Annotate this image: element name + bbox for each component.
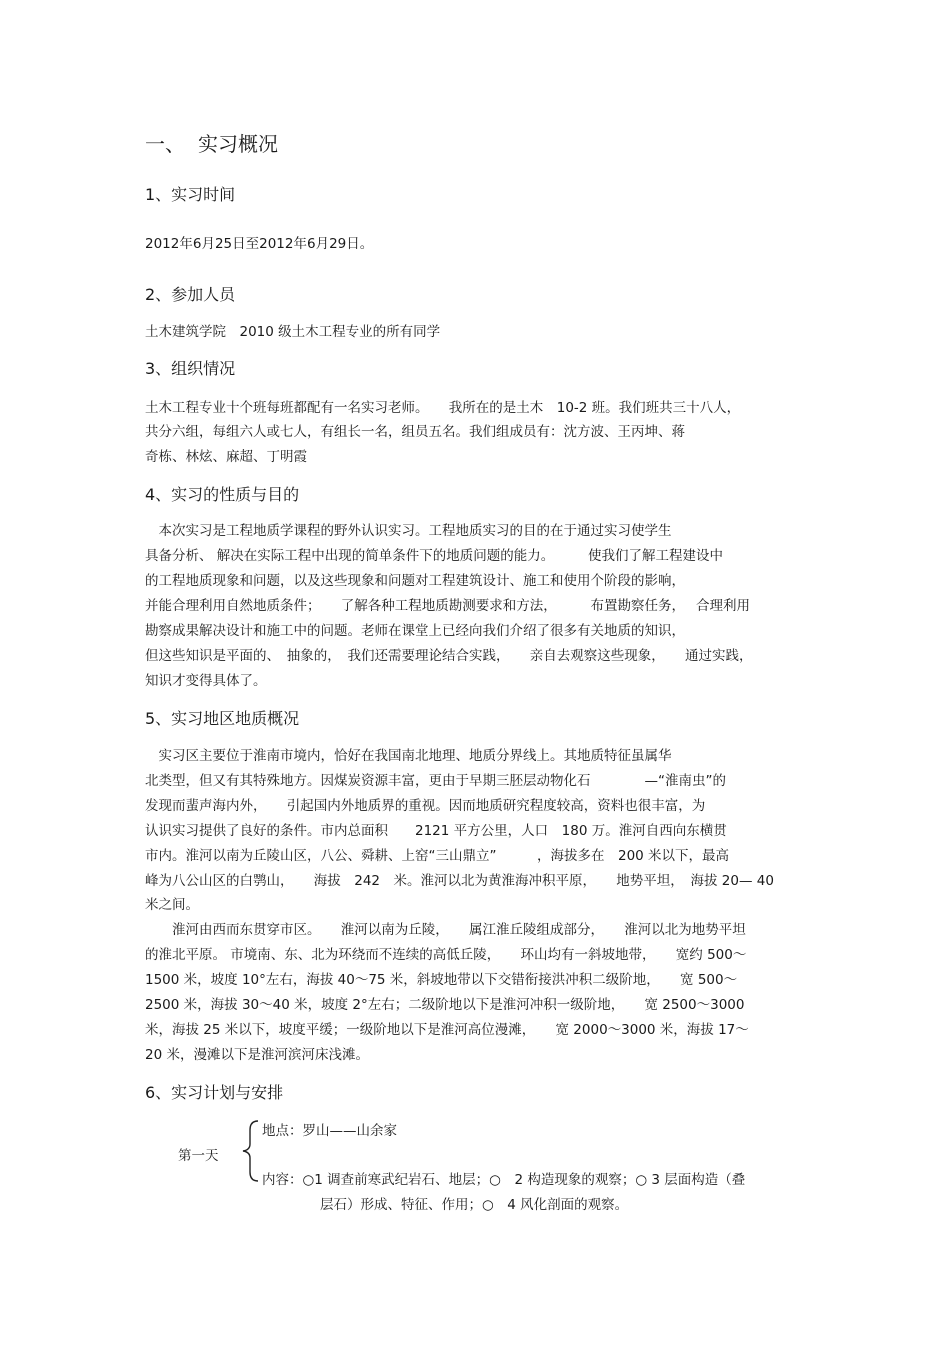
section-5-line: 峰为八公山区的白鹗山， 海拔 242 米。淮河以北为黄淮海冲积平原， 地势平坦， 海拔 20— 40 bbox=[145, 873, 774, 889]
section-5-line: 发现而蜚声海内外， 引起国内外地质界的重视。因而地质研究程度较高，资料也很丰富，为 bbox=[145, 798, 706, 814]
section-1-text: 2012年6月25日至2012年6月29日。 bbox=[145, 236, 374, 252]
day-label: 第一天 bbox=[178, 1148, 219, 1164]
section-4-line: 知识才变得具体了。 bbox=[145, 673, 267, 689]
section-5-line: 淮河由西而东贯穿市区。 淮河以南为丘陵， 属江淮丘陵组成部分， 淮河以北为地势平坦 bbox=[145, 922, 746, 938]
section-5-title: 5、实习地区地质概况 bbox=[145, 709, 300, 728]
curly-brace-icon bbox=[238, 1118, 262, 1184]
schedule-place: 地点：罗山——山余家 bbox=[262, 1123, 397, 1139]
schedule-content-line: 内容：○1 调查前寒武纪岩石、地层；○ 2 构造现象的观察；○ 3 层面构造（叠 bbox=[262, 1172, 746, 1188]
section-5-line: 认识实习提供了良好的条件。市内总面积 2121 平方公里，人口 180 万。淮河自西向东横贯 bbox=[145, 823, 727, 839]
section-3-title: 3、组织情况 bbox=[145, 359, 236, 378]
main-heading-number: 一、 bbox=[145, 132, 185, 156]
section-5-line: 的淮北平原。 市境南、东、北为环绕而不连续的高低丘陵， 环山均有一斜坡地带， 宽约 500～ bbox=[145, 947, 747, 963]
section-4-line: 并能合理利用自然地质条件； 了解各种工程地质勘测要求和方法， 布置勘察任务， 合理利用 bbox=[145, 598, 751, 614]
section-5-line: 市内。淮河以南为丘陵山区，八公、舜耕、上窑“三山鼎立” ，海拔多在 200 米以下，最高 bbox=[145, 848, 730, 864]
schedule-content-line: 层石）形成、特征、作用；○ 4 风化剖面的观察。 bbox=[320, 1197, 629, 1213]
section-4-line: 本次实习是工程地质学课程的野外认识实习。工程地质实习的目的在于通过实习使学生 bbox=[145, 523, 672, 539]
section-5-line: 米之间。 bbox=[145, 897, 199, 913]
section-5-line: 北类型，但又有其特殊地方。因煤炭资源丰富，更由于早期三胚层动物化石 —“淮南虫”的 bbox=[145, 773, 726, 789]
section-5-line: 实习区主要位于淮南市境内，恰好在我国南北地理、地质分界线上。其地质特征虽属华 bbox=[145, 748, 672, 764]
section-3-line: 土木工程专业十个班每班都配有一名实习老师。 我所在的是土木 10-2 班。我们班共三十八人， bbox=[145, 400, 741, 416]
section-5-line: 1500 米，坡度 10°左右，海拔 40～75 米，斜坡地带以下交错衔接洪冲积二级阶地， 宽 500～ bbox=[145, 972, 738, 988]
section-5-line: 2500 米，海拔 30～40 米，坡度 2°左右；二级阶地以下是淮河冲积一级阶地， 宽 2500～3000 bbox=[145, 997, 745, 1013]
section-3-line: 奇栋、林炫、麻超、丁明霞 bbox=[145, 449, 307, 465]
section-4-line: 但这些知识是平面的、 抽象的， 我们还需要理论结合实践， 亲自去观察这些现象， 通过实践， bbox=[145, 648, 753, 664]
section-5-line: 米，海拔 25 米以下，坡度平缓；一级阶地以下是淮河高位漫滩， 宽 2000～3000 米，海拔 17～ bbox=[145, 1022, 749, 1038]
section-2-title: 2、参加人员 bbox=[145, 285, 236, 304]
section-3-line: 共分六组，每组六人或七人，有组长一名，组员五名。我们组成员有：沈方波、王丙坤、蒋 bbox=[145, 424, 685, 440]
main-heading-title: 实习概况 bbox=[198, 132, 278, 156]
section-1-title: 1、实习时间 bbox=[145, 185, 236, 204]
section-4-line: 的工程地质现象和问题，以及这些现象和问题对工程建筑设计、施工和使用个阶段的影响， bbox=[145, 573, 685, 589]
section-4-line: 勘察成果解决设计和施工中的问题。老师在课堂上已经向我们介绍了很多有关地质的知识， bbox=[145, 623, 685, 639]
section-5-line: 20 米，漫滩以下是淮河滨河床浅滩。 bbox=[145, 1047, 369, 1063]
section-4-title: 4、实习的性质与目的 bbox=[145, 485, 300, 504]
section-2-text: 土木建筑学院 2010 级土木工程专业的所有同学 bbox=[145, 324, 441, 340]
section-6-title: 6、实习计划与安排 bbox=[145, 1083, 284, 1102]
section-4-line: 具备分析、 解决在实际工程中出现的简单条件下的地质问题的能力。 使我们了解工程建设中 bbox=[145, 548, 724, 564]
